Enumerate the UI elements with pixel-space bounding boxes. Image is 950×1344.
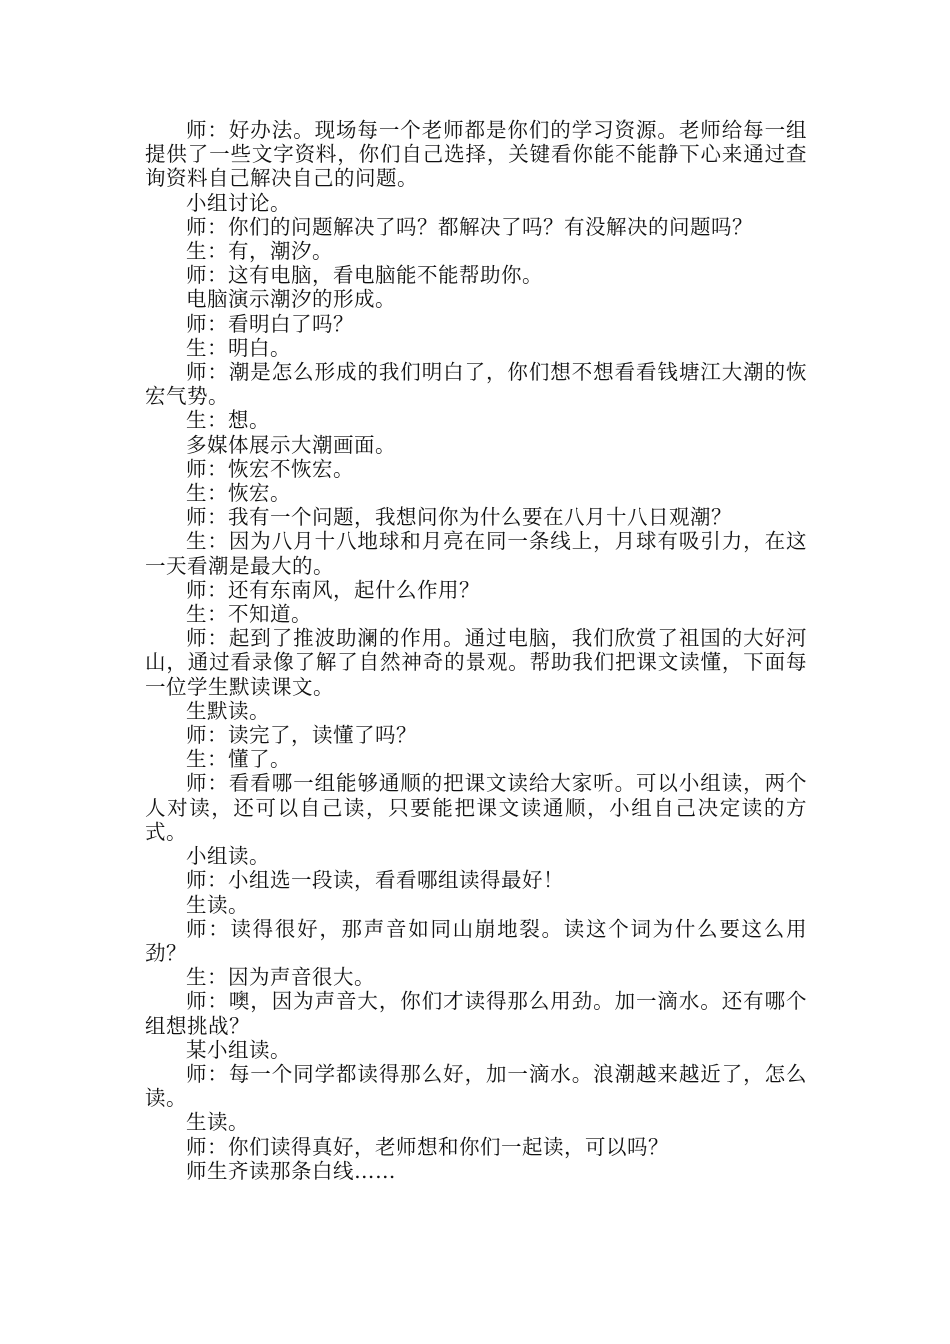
paragraph: 电脑演示潮汐的形成。 bbox=[186, 287, 396, 312]
paragraph: 生：恢宏。 bbox=[186, 481, 291, 506]
paragraph: 小组讨论。 bbox=[186, 190, 291, 215]
paragraph: 师：看明白了吗？ bbox=[186, 311, 354, 336]
paragraph: 师：看看哪一组能够通顺的把课文读给大家听。可以小组读，两个人对读，还可以自己读，只要能把课文读通顺，小组自己决定读的方式。 bbox=[145, 771, 807, 844]
paragraph: 师：起到了推波助澜的作用。通过电脑，我们欣赏了祖国的大好河山，通过看录像了解了自然神奇的景观。帮助我们把课文读懂，下面每一位学生默读课文。 bbox=[145, 626, 807, 699]
paragraph: 师：这有电脑，看电脑能不能帮助你。 bbox=[186, 263, 543, 288]
paragraph: 小组读。 bbox=[186, 844, 270, 869]
paragraph: 生：不知道。 bbox=[186, 602, 312, 627]
paragraph: 师：我有一个问题，我想问你为什么要在八月十八日观潮？ bbox=[186, 505, 732, 530]
paragraph: 生：想。 bbox=[186, 408, 270, 433]
paragraph: 生：明白。 bbox=[186, 335, 291, 360]
paragraph: 生：有，潮汐。 bbox=[186, 239, 333, 264]
transcript-body bbox=[145, 118, 807, 1183]
paragraph: 师：潮是怎么形成的我们明白了，你们想不想看看钱塘江大潮的恢宏气势。 bbox=[145, 360, 807, 409]
paragraph: 师：读得很好，那声音如同山崩地裂。读这个词为什么要这么用劲？ bbox=[145, 916, 807, 965]
paragraph: 师：恢宏不恢宏。 bbox=[186, 456, 354, 481]
paragraph: 生读。 bbox=[186, 1110, 249, 1135]
paragraph: 师：噢，因为声音大，你们才读得那么用劲。加一滴水。还有哪个组想挑战？ bbox=[145, 989, 807, 1038]
paragraph: 师：你们的问题解决了吗？都解决了吗？有没解决的问题吗？ bbox=[186, 214, 753, 239]
paragraph: 某小组读。 bbox=[186, 1037, 291, 1062]
paragraph: 师：读完了，读懂了吗？ bbox=[186, 723, 417, 748]
paragraph: 生：因为八月十八地球和月亮在同一条线上，月球有吸引力，在这一天看潮是最大的。 bbox=[145, 529, 807, 578]
paragraph: 生默读。 bbox=[186, 698, 270, 723]
paragraph: 多媒体展示大潮画面。 bbox=[186, 432, 396, 457]
paragraph: 师生齐读那条白线…… bbox=[186, 1158, 396, 1183]
paragraph: 生：懂了。 bbox=[186, 747, 291, 772]
paragraph: 生：因为声音很大。 bbox=[186, 965, 375, 990]
paragraph: 师：每一个同学都读得那么好，加一滴水。浪潮越来越近了，怎么读。 bbox=[145, 1061, 807, 1111]
paragraph: 师：你们读得真好，老师想和你们一起读，可以吗？ bbox=[186, 1134, 669, 1159]
paragraph: 师：还有东南风，起什么作用？ bbox=[186, 577, 480, 602]
paragraph: 师：好办法。现场每一个老师都是你们的学习资源。老师给每一组提供了一些文字资料，你们自己选择，关键看你能不能静下心来通过查询资料自己解决自己的问题。 bbox=[145, 118, 807, 191]
paragraph: 师：小组选一段读，看看哪组读得最好！ bbox=[186, 868, 564, 893]
paragraph: 生读。 bbox=[186, 892, 249, 917]
